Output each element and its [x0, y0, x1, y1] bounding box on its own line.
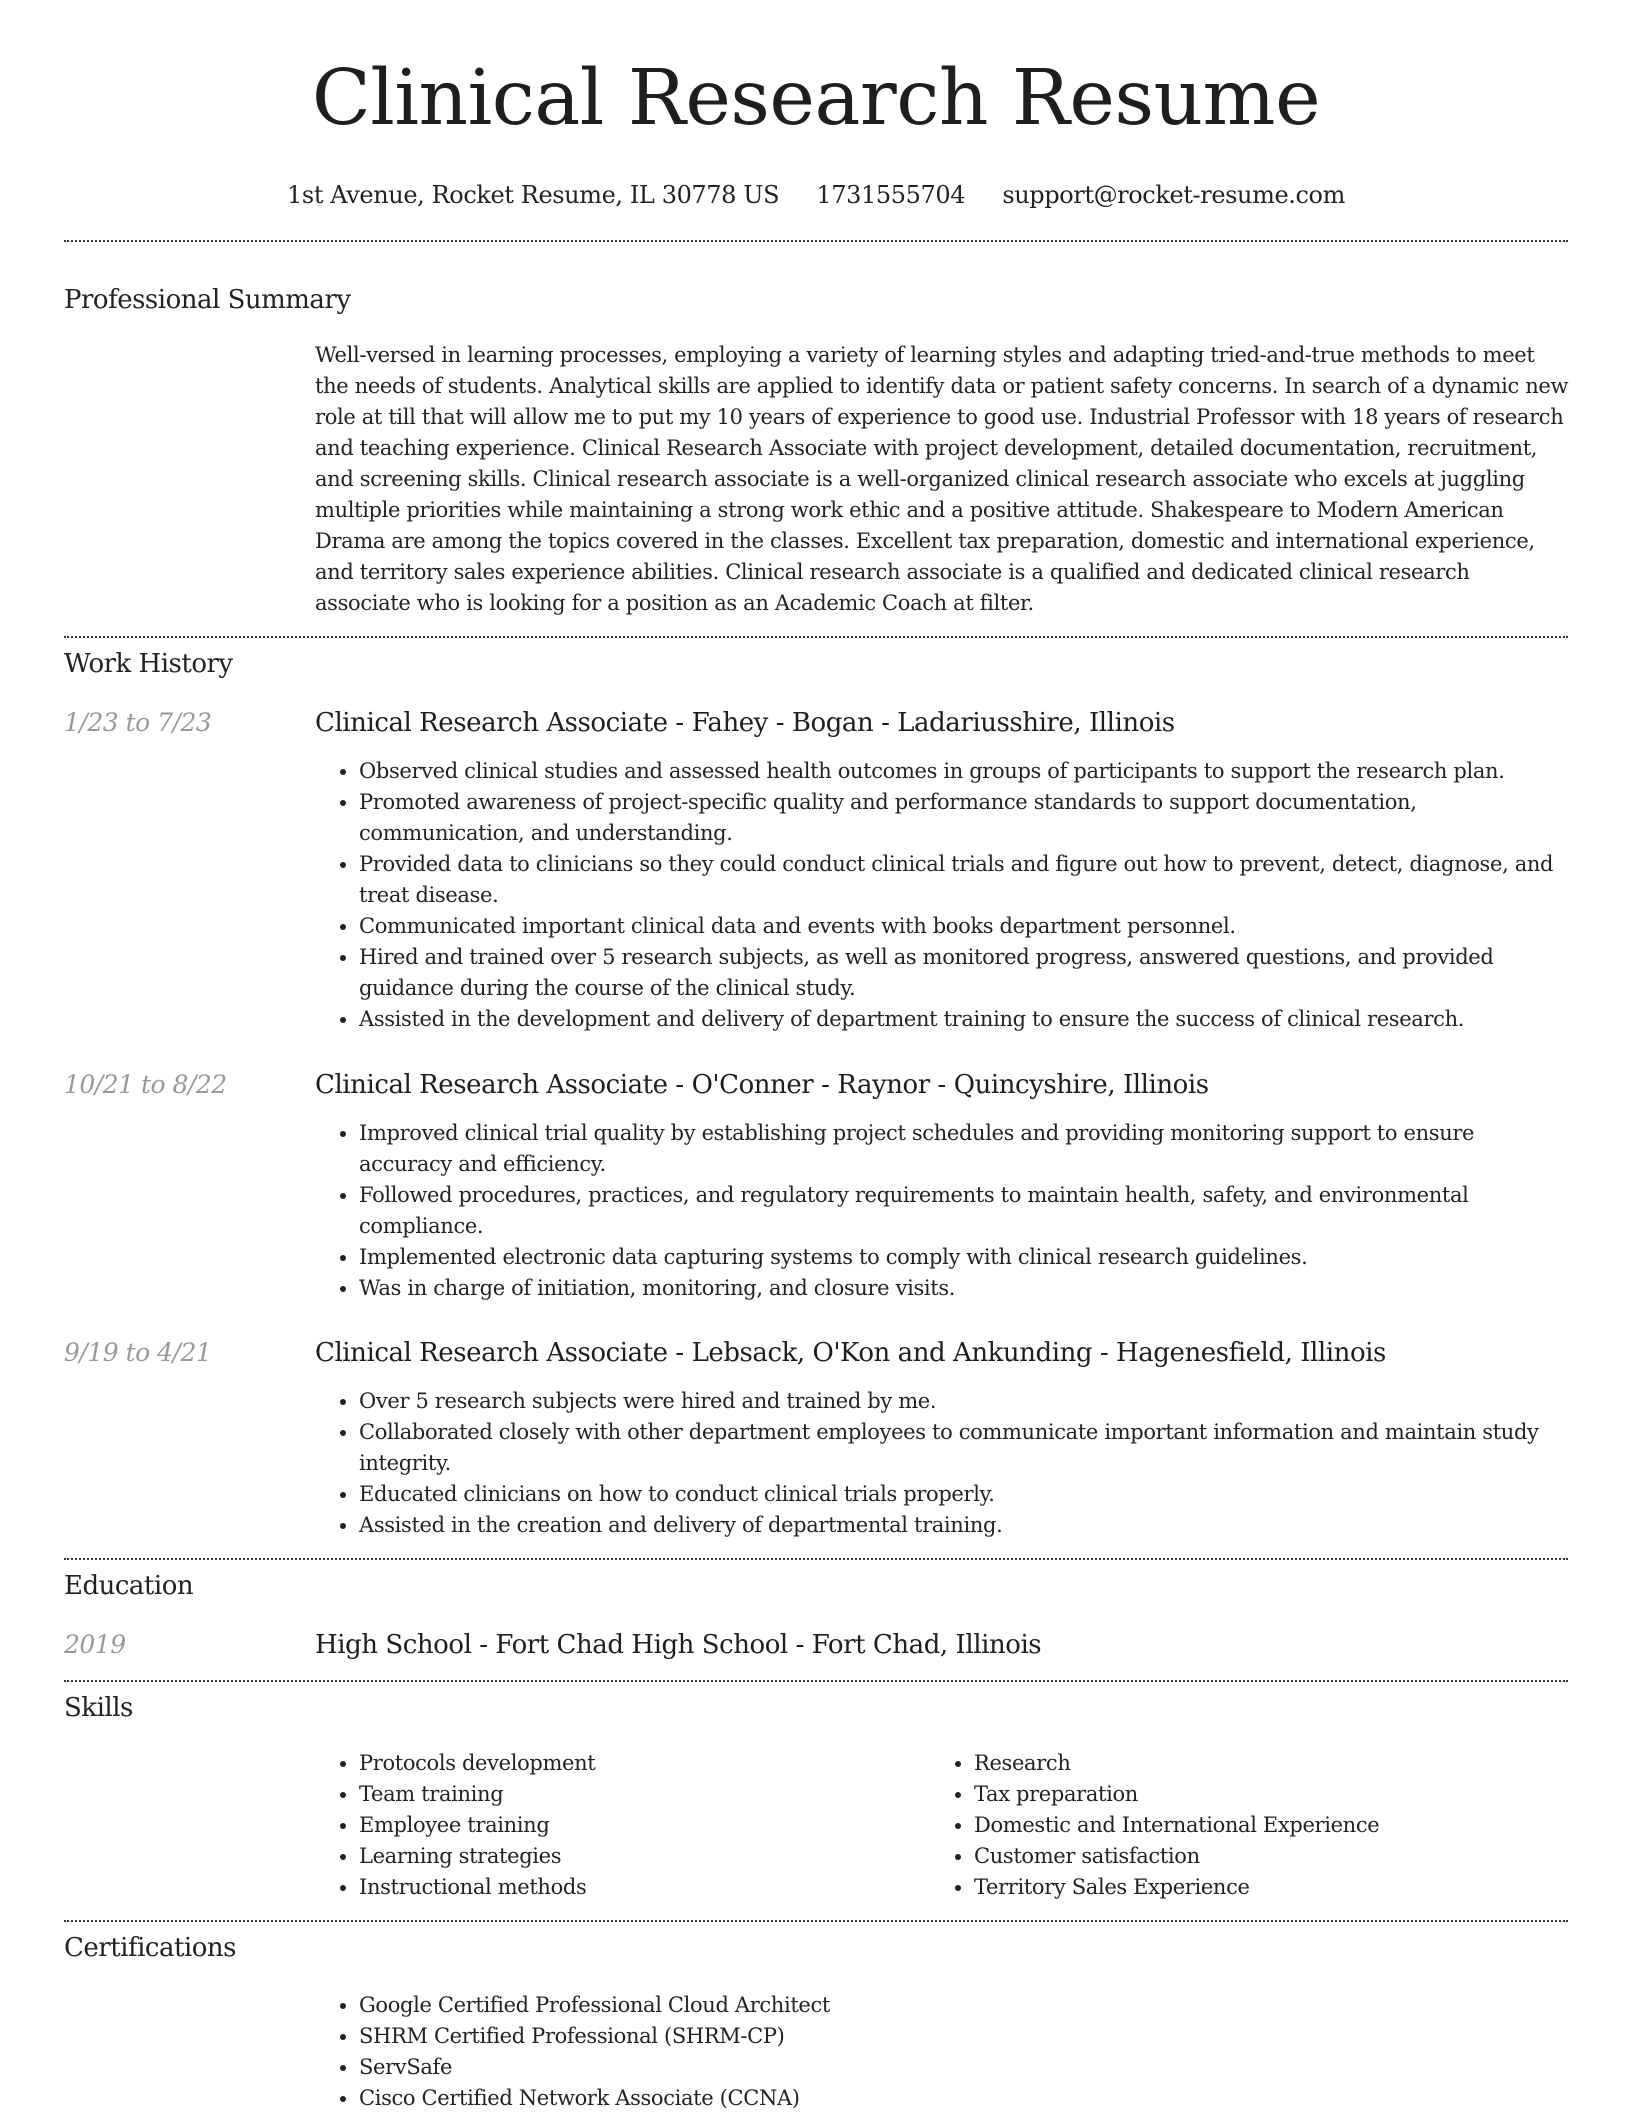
skill-item: • Instructional methods [359, 1872, 959, 1903]
education-entry: High School - Fort Chad High School - Fort Chad, Illinois [315, 1630, 1042, 1660]
job-bullet: • Promoted awareness of project-specific quality and performance standards to support documentation, communication, and understanding. [359, 787, 1570, 849]
certification-item: • ServSafe [359, 2052, 1570, 2083]
skill-item: • Team training [359, 1779, 959, 1810]
contact-line [0, 180, 1632, 210]
skill-item: • Employee training [359, 1810, 959, 1841]
education-year: 2019 [64, 1630, 126, 1659]
job-bullet: • Observed clinical studies and assessed health outcomes in groups of participants to support the research plan. [359, 756, 1570, 787]
summary-heading: Professional Summary [64, 285, 351, 315]
job-bullets [315, 1386, 1570, 1541]
divider [64, 1920, 1568, 1922]
work-history-heading: Work History [64, 649, 233, 679]
skill-item: • Domestic and International Experience [974, 1810, 1594, 1841]
job-bullet: • Improved clinical trial quality by establishing project schedules and providing monitoring support to ensure accuracy and efficiency. [359, 1118, 1570, 1180]
summary-text: Well-versed in learning processes, employing a variety of learning styles and adapting tried-and-true methods to meet the needs of students. Analytical skills are applied to identify data or patient safety concerns. In search of a dynamic new role at till that will allow me to put my 10 years of experience to good use. Industrial Professor with 18 years of research and teaching experience. Clinical Research Associate with project development, detailed documentation, recruitment, and screening skills. Clinical research associate is a well-organized clinical research associate who excels at juggling multiple priorities while maintaining a strong work ethic and a positive attitude. Shakespeare to Modern American Drama are among the topics covered in the classes. Excellent tax preparation, domestic and international experience, and territory sales experience abilities. Clinical research associate is a qualified and dedicated clinical research associate who is looking for a position as an Academic Coach at filter. [315, 343, 1569, 615]
skill-item: • Research [974, 1748, 1594, 1779]
skill-item: • Territory Sales Experience [974, 1872, 1594, 1903]
certification-item: • Google Certified Professional Cloud Architect [359, 1990, 1570, 2021]
job-bullets [315, 756, 1570, 1035]
contact-email: support@rocket-resume.com [1002, 181, 1345, 209]
job-bullet: • Over 5 research subjects were hired and trained by me. [359, 1386, 1570, 1417]
divider [64, 240, 1568, 242]
job-dates: 1/23 to 7/23 [64, 708, 212, 737]
skill-item: • Customer satisfaction [974, 1841, 1594, 1872]
job-bullet: • Implemented electronic data capturing systems to comply with clinical research guidelines. [359, 1242, 1570, 1273]
job-bullet: • Followed procedures, practices, and regulatory requirements to maintain health, safety, and environmental compliance. [359, 1180, 1570, 1242]
job-bullet: • Collaborated closely with other department employees to communicate important information and maintain study integrity. [359, 1417, 1570, 1479]
job-bullet: • Communicated important clinical data and events with books department personnel. [359, 911, 1570, 942]
certification-item: • SHRM Certified Professional (SHRM-CP) [359, 2021, 1570, 2052]
job-bullet: • Was in charge of initiation, monitoring, and closure visits. [359, 1273, 1570, 1304]
resume-title: Clinical Research Resume [311, 54, 1321, 143]
job-bullet: • Assisted in the development and delivery of department training to ensure the success of clinical research. [359, 1004, 1570, 1035]
job-dates: 9/19 to 4/21 [64, 1338, 212, 1367]
job-bullet: • Assisted in the creation and delivery of departmental training. [359, 1510, 1570, 1541]
job-dates: 10/21 to 8/22 [64, 1070, 227, 1099]
contact-phone: 1731555704 [816, 181, 966, 209]
divider [64, 636, 1568, 638]
certification-item: • Cisco Certified Network Associate (CCNA) [359, 2083, 1570, 2114]
divider [64, 1558, 1568, 1560]
skill-item: • Learning strategies [359, 1841, 959, 1872]
job-bullet: • Educated clinicians on how to conduct clinical trials properly. [359, 1479, 1570, 1510]
job-title: Clinical Research Associate - O'Conner - Raynor - Quincyshire, Illinois [315, 1070, 1209, 1100]
job-bullet: • Provided data to clinicians so they could conduct clinical trials and figure out how to prevent, detect, diagnose, and treat disease. [359, 849, 1570, 911]
skill-item: • Protocols development [359, 1748, 959, 1779]
job-title: Clinical Research Associate - Lebsack, O'Kon and Ankunding - Hagenesfield, Illinois [315, 1338, 1386, 1368]
certifications-heading: Certifications [64, 1933, 236, 1963]
contact-address: 1st Avenue, Rocket Resume, IL 30778 US [287, 181, 780, 209]
skills-heading: Skills [64, 1693, 133, 1723]
certifications-list [315, 1990, 1570, 2114]
job-bullet: • Hired and trained over 5 research subjects, as well as monitored progress, answered questions, and provided guidance during the course of the clinical study. [359, 942, 1570, 1004]
skill-item: • Tax preparation [974, 1779, 1594, 1810]
divider [64, 1680, 1568, 1682]
skills-list-left [315, 1748, 959, 1903]
education-heading: Education [64, 1571, 194, 1601]
skills-list-right [930, 1748, 1594, 1903]
job-bullets [315, 1118, 1570, 1304]
resume-header [0, 0, 1632, 210]
job-title: Clinical Research Associate - Fahey - Bogan - Ladariusshire, Illinois [315, 708, 1175, 738]
